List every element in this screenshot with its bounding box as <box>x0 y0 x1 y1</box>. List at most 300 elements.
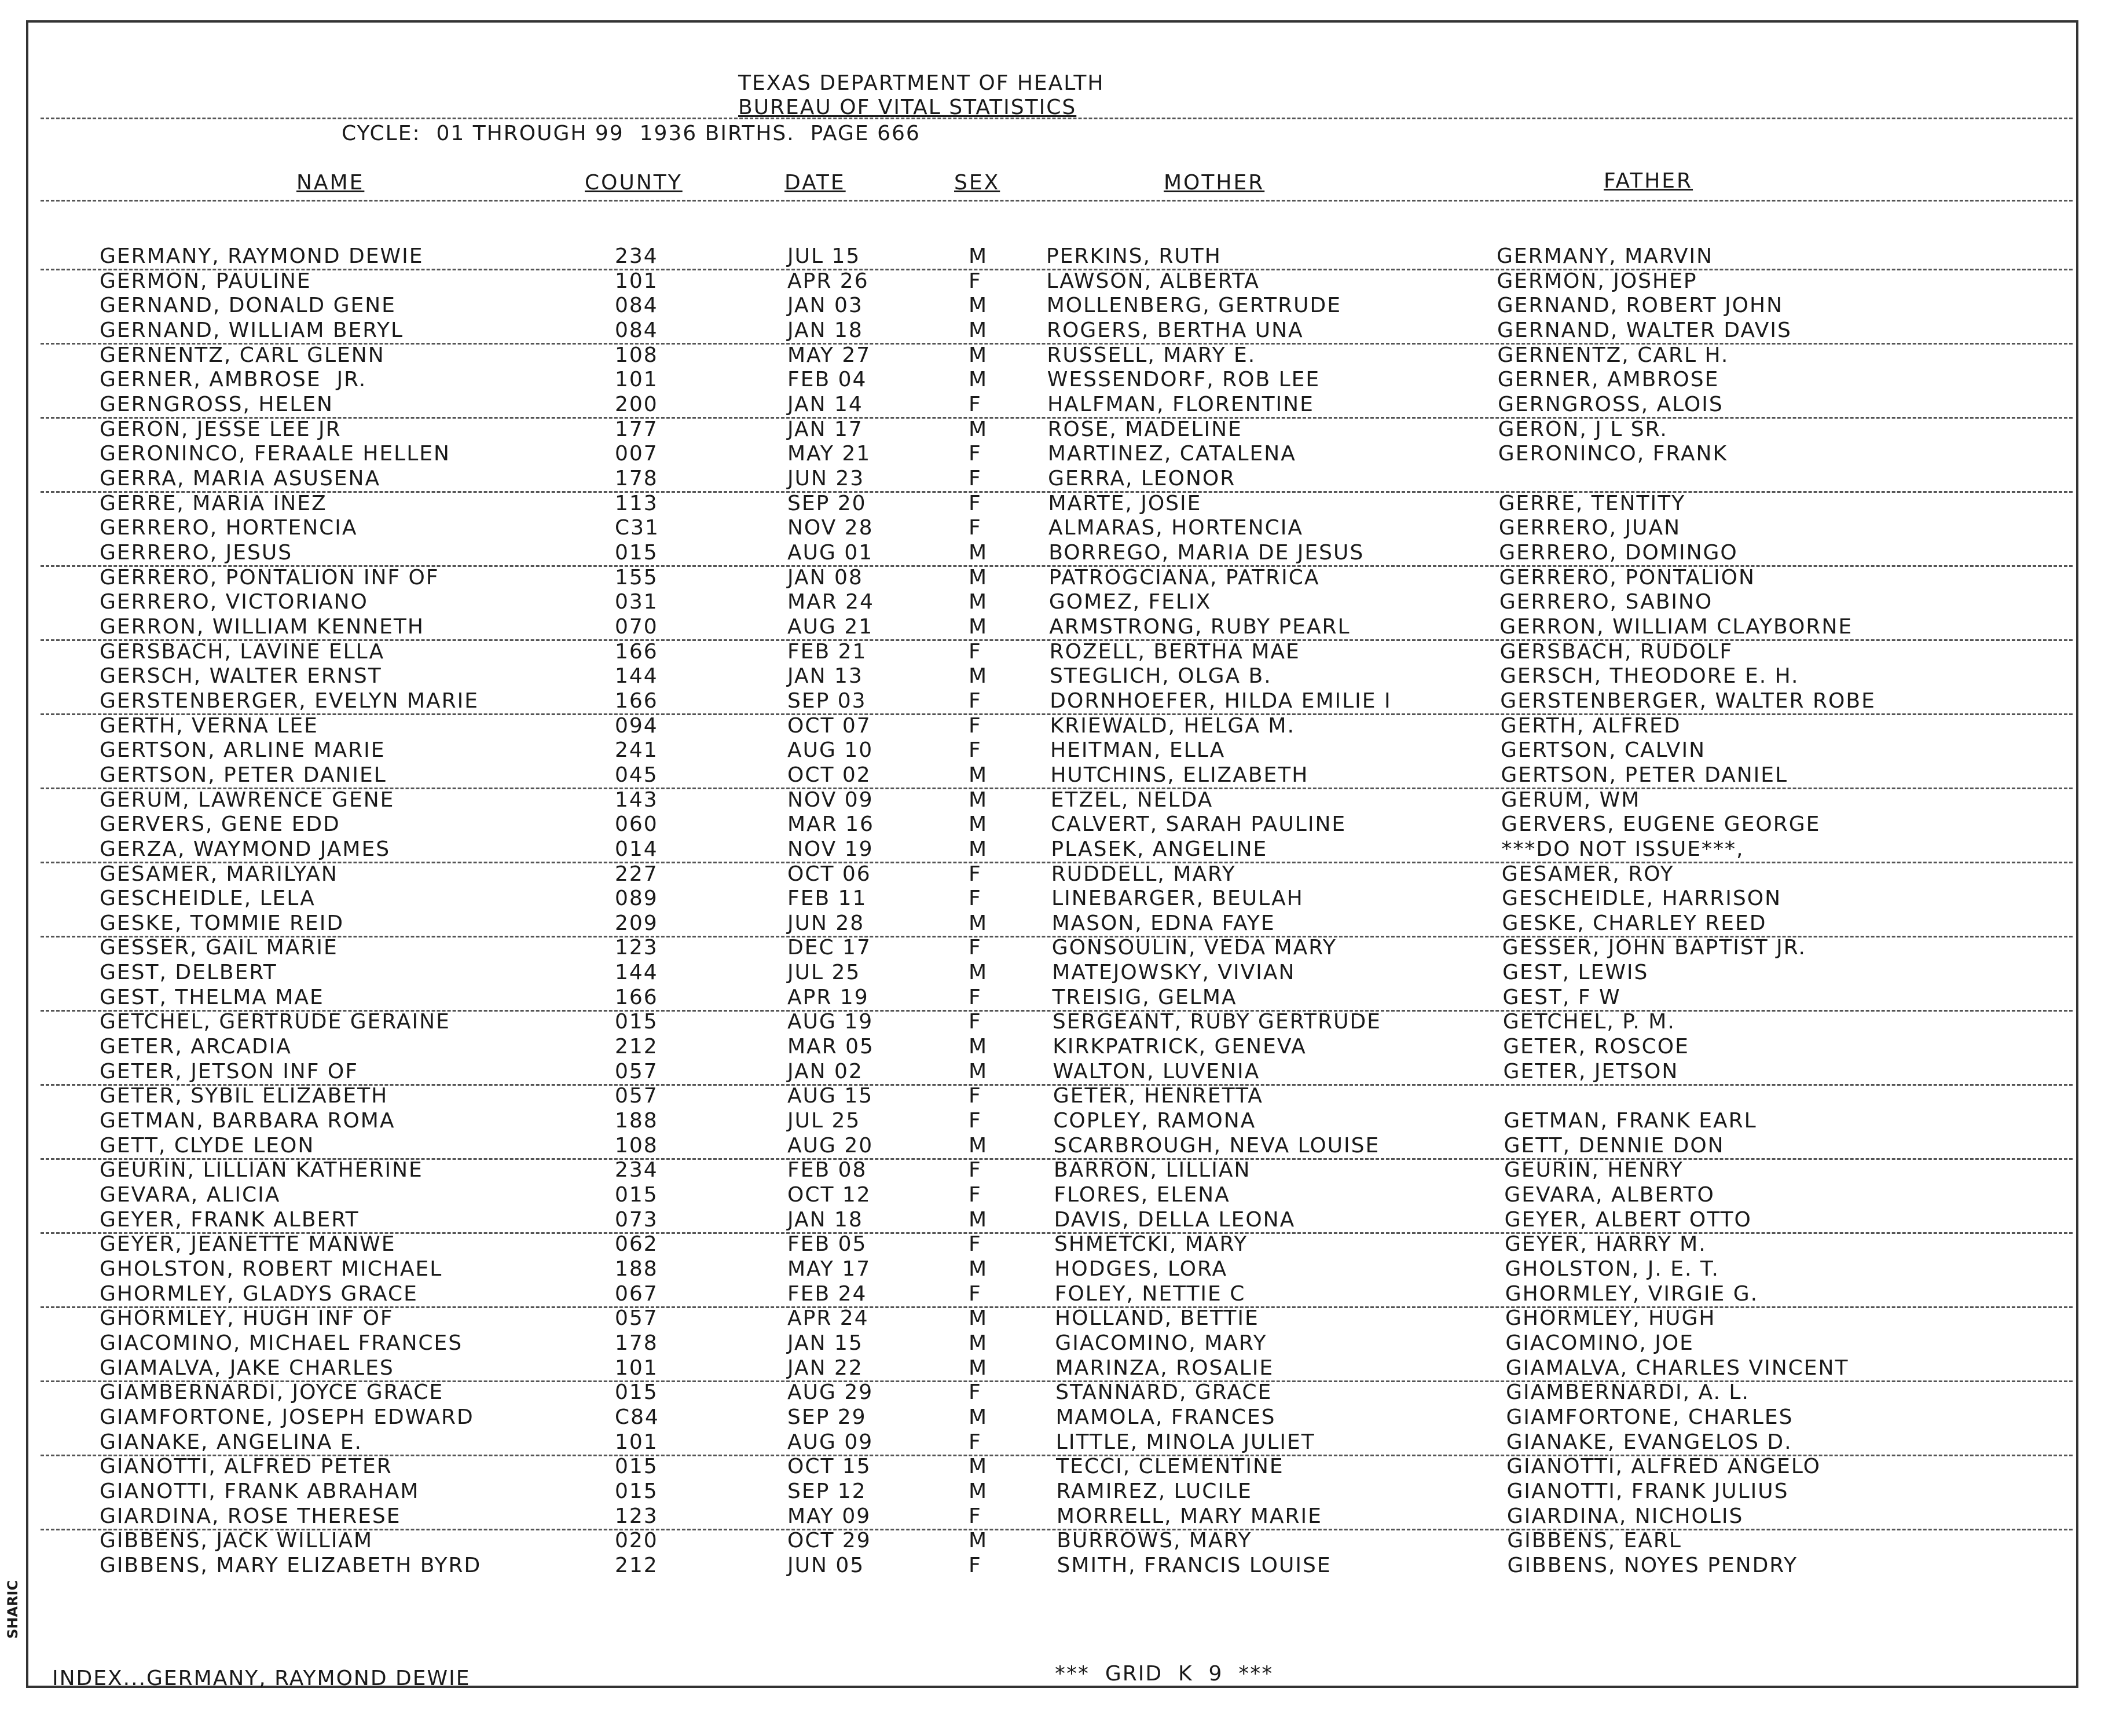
cell-name: GETER, SYBIL ELIZABETH <box>100 1084 388 1108</box>
cell-sex: M <box>969 911 988 935</box>
cell-county: 123 <box>615 1504 658 1528</box>
cell-mother: GERRA, LEONOR <box>1048 466 1236 490</box>
cell-date: AUG 29 <box>787 1380 874 1405</box>
cell-county: 007 <box>615 442 658 466</box>
cell-date: MAR 05 <box>787 1035 874 1059</box>
cell-county: C84 <box>615 1405 659 1430</box>
cell-mother: LITTLE, MINOLA JULIET <box>1055 1430 1315 1454</box>
cell-father: GERSCH, THEODORE E. H. <box>1499 664 1799 688</box>
cell-sex: M <box>969 1306 988 1331</box>
cell-county: 070 <box>615 614 658 639</box>
cell-father: GETER, ROSCOE <box>1503 1035 1689 1059</box>
cell-sex: F <box>969 466 982 490</box>
cell-date: FEB 05 <box>787 1232 867 1257</box>
cell-county: 020 <box>615 1529 658 1553</box>
cell-sex: F <box>969 1504 982 1528</box>
cell-sex: M <box>969 1331 988 1356</box>
cell-county: 200 <box>615 392 658 416</box>
cell-sex: F <box>969 887 982 911</box>
cell-name: GERUM, LAWRENCE GENE <box>100 788 395 812</box>
cell-father: GERRERO, JUAN <box>1498 516 1681 540</box>
cell-date: OCT 15 <box>787 1455 871 1479</box>
cell-sex: M <box>969 368 988 392</box>
cell-mother: MAMOLA, FRANCES <box>1055 1405 1276 1430</box>
cell-name: GHORMLEY, GLADYS GRACE <box>100 1281 418 1306</box>
cell-county: 101 <box>615 368 658 392</box>
cell-mother: BARRON, LILLIAN <box>1053 1158 1251 1182</box>
cell-mother: ROZELL, BERTHA MAE <box>1049 639 1300 664</box>
cell-mother: DAVIS, DELLA LEONA <box>1054 1207 1296 1232</box>
cell-mother: WESSENDORF, ROB LEE <box>1047 368 1321 392</box>
cell-mother: WALTON, LUVENIA <box>1053 1059 1260 1083</box>
cell-county: 227 <box>615 862 658 886</box>
cell-mother: SERGEANT, RUBY GERTRUDE <box>1052 1010 1381 1034</box>
footer-index: INDEX...GERMANY, RAYMOND DEWIE <box>52 1667 471 1690</box>
cell-date: FEB 08 <box>787 1158 867 1182</box>
cell-sex: F <box>969 1010 982 1034</box>
cell-county: 178 <box>615 466 658 490</box>
cell-date: FEB 04 <box>787 368 867 392</box>
cell-father: GERRERO, SABINO <box>1499 590 1713 614</box>
cell-name: GERRERO, HORTENCIA <box>100 516 358 540</box>
cell-county: 123 <box>615 936 658 960</box>
cell-sex: M <box>969 763 988 787</box>
cell-sex: M <box>969 294 988 318</box>
cell-date: MAR 24 <box>787 590 874 614</box>
cell-father: GEYER, ALBERT OTTO <box>1504 1207 1752 1232</box>
cell-date: SEP 03 <box>787 688 867 713</box>
cell-county: 101 <box>615 1430 658 1454</box>
cell-date: FEB 21 <box>787 639 867 664</box>
cell-date: JAN 14 <box>787 392 863 416</box>
cell-name: GERNGROSS, HELEN <box>100 392 333 416</box>
cell-mother: GETER, HENRETTA <box>1053 1084 1263 1108</box>
cell-sex: M <box>969 1356 988 1380</box>
cell-sex: M <box>969 590 988 614</box>
cell-name: GERTH, VERNA LEE <box>100 713 318 738</box>
cell-sex: M <box>969 343 988 367</box>
cell-father: GHOLSTON, J. E. T. <box>1505 1257 1719 1281</box>
cell-date: JAN 18 <box>787 318 863 342</box>
cell-date: JUN 23 <box>787 466 865 490</box>
cell-date: JUN 28 <box>787 911 865 935</box>
cell-mother: HOLLAND, BETTIE <box>1055 1306 1259 1331</box>
cell-date: OCT 29 <box>787 1529 871 1553</box>
header-cycle: CYCLE: 01 THROUGH 99 1936 BIRTHS. PAGE 666 <box>342 122 921 145</box>
cell-county: 014 <box>615 837 658 861</box>
cell-father: GESSER, JOHN BAPTIST JR. <box>1502 936 1806 960</box>
cell-name: GIAMFORTONE, JOSEPH EDWARD <box>100 1405 474 1430</box>
cell-mother: HALFMAN, FLORENTINE <box>1047 392 1314 416</box>
cell-sex: F <box>969 985 982 1009</box>
cell-mother: FOLEY, NETTIE C <box>1054 1281 1246 1306</box>
cell-sex: M <box>969 788 988 812</box>
col-header-sex: SEX <box>954 171 1000 195</box>
cell-father: GERNGROSS, ALOIS <box>1498 392 1724 416</box>
cell-county: 113 <box>615 491 658 515</box>
cell-county: 155 <box>615 565 658 589</box>
cell-name: GETMAN, BARBARA ROMA <box>100 1109 395 1133</box>
cell-father: GETCHEL, P. M. <box>1502 1010 1675 1034</box>
cell-county: 144 <box>615 664 658 688</box>
cell-sex: F <box>969 738 982 763</box>
cell-sex: M <box>969 1207 988 1232</box>
cell-sex: M <box>969 1479 988 1503</box>
cell-father: GESAMER, ROY <box>1501 862 1674 886</box>
cell-county: 073 <box>615 1207 658 1232</box>
cell-county: 108 <box>615 1133 658 1158</box>
cell-sex: M <box>969 614 988 639</box>
cell-name: GERRA, MARIA ASUSENA <box>100 466 381 490</box>
cell-father: GERSTENBERGER, WALTER ROBE <box>1500 688 1876 713</box>
cell-name: GIANAKE, ANGELINA E. <box>100 1430 362 1454</box>
cell-date: MAY 27 <box>787 343 871 367</box>
cell-county: 143 <box>615 788 658 812</box>
cell-county: 166 <box>615 688 658 713</box>
cell-mother: GOMEZ, FELIX <box>1048 590 1212 614</box>
cell-county: 057 <box>615 1084 658 1108</box>
cell-county: C31 <box>615 516 659 540</box>
cell-mother: MATEJOWSKY, VIVIAN <box>1052 961 1296 985</box>
cell-name: GESAMER, MARILYAN <box>100 862 338 886</box>
cell-father: GERVERS, EUGENE GEORGE <box>1501 812 1821 837</box>
cell-mother: MARTINEZ, CATALENA <box>1047 442 1296 466</box>
cell-date: JAN 08 <box>787 565 863 589</box>
cell-sex: F <box>969 442 982 466</box>
cell-sex: F <box>969 936 982 960</box>
header-rule <box>41 118 2073 119</box>
cell-father: GERON, J L SR. <box>1498 417 1668 441</box>
cell-date: NOV 28 <box>787 516 874 540</box>
cell-date: MAR 16 <box>787 812 874 837</box>
cell-sex: M <box>969 565 988 589</box>
cell-sex: M <box>969 837 988 861</box>
cell-sex: F <box>969 516 982 540</box>
cell-date: AUG 20 <box>787 1133 874 1158</box>
cell-county: 067 <box>615 1281 658 1306</box>
cell-father: GERONINCO, FRANK <box>1498 442 1728 466</box>
cell-mother: SHMETCKI, MARY <box>1054 1232 1248 1257</box>
cell-date: APR 24 <box>787 1306 869 1331</box>
cell-date: MAY 17 <box>787 1257 871 1281</box>
cell-date: APR 26 <box>787 269 869 293</box>
cell-mother: HODGES, LORA <box>1054 1257 1228 1281</box>
cell-name: GIARDINA, ROSE THERESE <box>100 1504 401 1528</box>
cell-name: GERMON, PAULINE <box>100 269 311 293</box>
cell-sex: F <box>969 491 982 515</box>
cell-name: GEURIN, LILLIAN KATHERINE <box>100 1158 423 1182</box>
cell-mother: PATROGCIANA, PATRICA <box>1048 565 1320 589</box>
header-bureau: BUREAU OF VITAL STATISTICS <box>738 96 1077 119</box>
cell-date: MAY 09 <box>787 1504 871 1528</box>
cell-mother: HEITMAN, ELLA <box>1050 738 1226 763</box>
cell-mother: ARMSTRONG, RUBY PEARL <box>1049 614 1351 639</box>
cell-name: GERRE, MARIA INEZ <box>100 491 327 515</box>
cell-county: 084 <box>615 294 658 318</box>
cell-name: GERSCH, WALTER ERNST <box>100 664 382 688</box>
cell-name: GETT, CLYDE LEON <box>100 1133 315 1158</box>
cell-father: GIBBENS, NOYES PENDRY <box>1507 1553 1798 1577</box>
cell-date: AUG 21 <box>787 614 874 639</box>
cell-father: GIAMFORTONE, CHARLES <box>1506 1405 1794 1430</box>
cell-sex: F <box>969 639 982 664</box>
cell-county: 101 <box>615 269 658 293</box>
cell-mother: MOLLENBERG, GERTRUDE <box>1046 294 1341 318</box>
cell-county: 057 <box>615 1306 658 1331</box>
cell-name: GESSER, GAIL MARIE <box>100 936 338 960</box>
cell-county: 188 <box>615 1109 658 1133</box>
cell-date: JAN 03 <box>787 294 863 318</box>
cell-sex: M <box>969 1059 988 1083</box>
cell-county: 212 <box>615 1553 658 1577</box>
cell-sex: F <box>969 269 982 293</box>
cell-county: 045 <box>615 763 658 787</box>
cell-name: GERRERO, JESUS <box>100 540 293 565</box>
cell-county: 108 <box>615 343 658 367</box>
col-header-name: NAME <box>296 171 365 195</box>
cell-sex: F <box>969 1380 982 1405</box>
cell-sex: F <box>969 713 982 738</box>
cell-date: APR 19 <box>787 985 869 1009</box>
cell-father: GERNENTZ, CARL H. <box>1497 343 1729 367</box>
cell-sex: F <box>969 1084 982 1108</box>
cell-county: 166 <box>615 639 658 664</box>
cell-mother: RAMIREZ, LUCILE <box>1056 1479 1252 1503</box>
cell-sex: M <box>969 961 988 985</box>
col-header-date: DATE <box>784 171 846 195</box>
cell-mother: KRIEWALD, HELGA M. <box>1050 713 1295 738</box>
cell-mother: PERKINS, RUTH <box>1046 244 1222 268</box>
cell-name: GERNER, AMBROSE JR. <box>100 368 367 392</box>
cell-mother: RUDDELL, MARY <box>1051 862 1236 886</box>
cell-date: SEP 12 <box>787 1479 867 1503</box>
cell-mother: TREISIG, GELMA <box>1052 985 1237 1009</box>
footer-grid: *** GRID K 9 *** <box>1055 1662 1274 1686</box>
column-header-rule <box>41 200 2073 202</box>
cell-father: GERNAND, ROBERT JOHN <box>1497 294 1784 318</box>
cell-sex: M <box>969 1257 988 1281</box>
cell-father: GERRERO, DOMINGO <box>1499 540 1738 565</box>
cell-mother: STEGLICH, OLGA B. <box>1049 664 1272 688</box>
cell-father: GESCHEIDLE, HARRISON <box>1502 887 1782 911</box>
cell-mother: HUTCHINS, ELIZABETH <box>1050 763 1309 787</box>
cell-mother: ALMARAS, HORTENCIA <box>1048 516 1303 540</box>
cell-sex: M <box>969 318 988 342</box>
cell-date: OCT 06 <box>787 862 871 886</box>
cell-mother: GIACOMINO, MARY <box>1055 1331 1267 1356</box>
cell-date: JUL 25 <box>787 1109 861 1133</box>
cell-date: DEC 17 <box>787 936 871 960</box>
cell-mother: STANNARD, GRACE <box>1055 1380 1273 1405</box>
cell-county: 060 <box>615 812 658 837</box>
cell-date: FEB 11 <box>787 887 867 911</box>
cell-father: GERNAND, WALTER DAVIS <box>1497 318 1792 342</box>
cell-father: GIBBENS, EARL <box>1507 1529 1682 1553</box>
cell-sex: M <box>969 664 988 688</box>
cell-mother: SCARBROUGH, NEVA LOUISE <box>1053 1133 1380 1158</box>
cell-father: GEST, LEWIS <box>1502 961 1649 985</box>
cell-date: OCT 12 <box>787 1183 871 1207</box>
cell-father: GERRERO, PONTALION <box>1499 565 1755 589</box>
cell-father: GIACOMINO, JOE <box>1505 1331 1694 1356</box>
cell-county: 015 <box>615 1380 658 1405</box>
cell-name: GERTSON, ARLINE MARIE <box>100 738 386 763</box>
cell-father: GETMAN, FRANK EARL <box>1504 1109 1757 1133</box>
cell-mother: GONSOULIN, VEDA MARY <box>1051 936 1337 960</box>
cell-county: 015 <box>615 1183 658 1207</box>
cell-mother: CALVERT, SARAH PAULINE <box>1051 812 1347 837</box>
cell-sex: M <box>969 1455 988 1479</box>
cell-father: GEVARA, ALBERTO <box>1504 1183 1715 1207</box>
cell-name: GIBBENS, MARY ELIZABETH BYRD <box>100 1553 482 1577</box>
cell-name: GESKE, TOMMIE REID <box>100 911 344 935</box>
cell-mother: MARINZA, ROSALIE <box>1055 1356 1274 1380</box>
cell-date: OCT 02 <box>787 763 871 787</box>
cell-date: AUG 01 <box>787 540 874 565</box>
cell-father: GIAMALVA, CHARLES VINCENT <box>1505 1356 1849 1380</box>
cell-name: GEST, DELBERT <box>100 961 277 985</box>
cell-county: 089 <box>615 887 658 911</box>
cell-father: GERUM, WM <box>1501 788 1641 812</box>
cell-father: GIANOTTI, FRANK JULIUS <box>1506 1479 1789 1503</box>
cell-name: GIAMBERNARDI, JOYCE GRACE <box>100 1380 444 1405</box>
cell-name: GETER, JETSON INF OF <box>100 1059 358 1083</box>
cell-sex: M <box>969 1405 988 1430</box>
cell-date: AUG 15 <box>787 1084 874 1108</box>
cell-date: AUG 19 <box>787 1010 874 1034</box>
margin-stamp: SHARIC <box>5 1580 21 1639</box>
cell-sex: F <box>969 862 982 886</box>
cell-mother: BORREGO, MARIA DE JESUS <box>1048 540 1365 565</box>
cell-mother: MORRELL, MARY MARIE <box>1056 1504 1322 1528</box>
cell-father: GETER, JETSON <box>1503 1059 1679 1083</box>
cell-mother: TECCI, CLEMENTINE <box>1056 1455 1284 1479</box>
cell-name: GIAMALVA, JAKE CHARLES <box>100 1356 394 1380</box>
cell-name: GEYER, FRANK ALBERT <box>100 1207 360 1232</box>
col-header-mother: MOTHER <box>1164 171 1265 195</box>
cell-sex: F <box>969 1183 982 1207</box>
cell-mother: SMITH, FRANCIS LOUISE <box>1057 1553 1332 1577</box>
cell-name: GIBBENS, JACK WILLIAM <box>100 1529 373 1553</box>
cell-county: 015 <box>615 1455 658 1479</box>
cell-county: 144 <box>615 961 658 985</box>
cell-date: JAN 02 <box>787 1059 863 1083</box>
cell-name: GERVERS, GENE EDD <box>100 812 340 837</box>
cell-name: GEYER, JEANETTE MANWE <box>100 1232 396 1257</box>
cell-name: GEVARA, ALICIA <box>100 1183 281 1207</box>
cell-name: GHOLSTON, ROBERT MICHAEL <box>100 1257 443 1281</box>
cell-father: GIARDINA, NICHOLIS <box>1506 1504 1744 1528</box>
cell-father: GESKE, CHARLEY REED <box>1502 911 1767 935</box>
cell-date: SEP 29 <box>787 1405 867 1430</box>
cell-sex: F <box>969 1158 982 1182</box>
cell-date: JAN 15 <box>787 1331 863 1356</box>
cell-father: GEURIN, HENRY <box>1504 1158 1684 1182</box>
cell-mother: RUSSELL, MARY E. <box>1047 343 1256 367</box>
cell-county: 234 <box>615 244 658 268</box>
cell-date: JAN 13 <box>787 664 863 688</box>
cell-name: GERMANY, RAYMOND DEWIE <box>100 244 424 268</box>
cell-name: GETCHEL, GERTRUDE GERAINE <box>100 1010 450 1034</box>
cell-sex: F <box>969 1553 982 1577</box>
cell-name: GERSTENBERGER, EVELYN MARIE <box>100 688 479 713</box>
cell-date: JAN 18 <box>787 1207 863 1232</box>
cell-date: JUL 15 <box>787 244 861 268</box>
cell-sex: F <box>969 1232 982 1257</box>
cell-mother: BURROWS, MARY <box>1057 1529 1252 1553</box>
cell-county: 241 <box>615 738 658 763</box>
col-header-county: COUNTY <box>585 171 683 195</box>
cell-county: 177 <box>615 417 658 441</box>
cell-county: 084 <box>615 318 658 342</box>
cell-sex: M <box>969 1035 988 1059</box>
cell-county: 188 <box>615 1257 658 1281</box>
cell-date: NOV 09 <box>787 788 874 812</box>
cell-father: GERSBACH, RUDOLF <box>1499 639 1733 664</box>
cell-sex: F <box>969 392 982 416</box>
cell-sex: M <box>969 1133 988 1158</box>
cell-name: GERRON, WILLIAM KENNETH <box>100 614 424 639</box>
header-agency: TEXAS DEPARTMENT OF HEALTH <box>738 71 1105 95</box>
cell-mother: KIRKPATRICK, GENEVA <box>1053 1035 1307 1059</box>
cell-county: 062 <box>615 1232 658 1257</box>
cell-mother: DORNHOEFER, HILDA EMILIE I <box>1050 688 1392 713</box>
col-header-father: FATHER <box>1604 169 1693 193</box>
cell-father: ***DO NOT ISSUE***, <box>1501 837 1744 861</box>
cell-date: NOV 19 <box>787 837 874 861</box>
cell-sex: M <box>969 244 988 268</box>
cell-name: GERNAND, WILLIAM BERYL <box>100 318 404 342</box>
cell-mother: LINEBARGER, BEULAH <box>1051 887 1304 911</box>
cell-county: 015 <box>615 540 658 565</box>
cell-sex: M <box>969 417 988 441</box>
cell-father: GIANOTTI, ALFRED ANGELO <box>1506 1455 1821 1479</box>
cell-father: GERRON, WILLIAM CLAYBORNE <box>1499 614 1853 639</box>
cell-date: OCT 07 <box>787 713 871 738</box>
cell-county: 166 <box>615 985 658 1009</box>
cell-date: JAN 22 <box>787 1356 863 1380</box>
cell-mother: ROSE, MADELINE <box>1047 417 1242 441</box>
cell-date: AUG 10 <box>787 738 874 763</box>
cell-mother: LAWSON, ALBERTA <box>1046 269 1260 293</box>
cell-mother: ETZEL, NELDA <box>1050 788 1213 812</box>
cell-father: GEST, F W <box>1502 985 1621 1009</box>
cell-father: GERNER, AMBROSE <box>1497 368 1719 392</box>
cell-name: GERSBACH, LAVINE ELLA <box>100 639 385 664</box>
cell-name: GERNAND, DONALD GENE <box>100 294 396 318</box>
cell-name: GETER, ARCADIA <box>100 1035 292 1059</box>
cell-sex: F <box>969 688 982 713</box>
cell-father: GHORMLEY, HUGH <box>1505 1306 1716 1331</box>
cell-sex: M <box>969 812 988 837</box>
cell-name: GIACOMINO, MICHAEL FRANCES <box>100 1331 463 1356</box>
cell-date: JUN 05 <box>787 1553 865 1577</box>
cell-county: 101 <box>615 1356 658 1380</box>
cell-county: 212 <box>615 1035 658 1059</box>
cell-mother: COPLEY, RAMONA <box>1053 1109 1256 1133</box>
cell-name: GESCHEIDLE, LELA <box>100 887 316 911</box>
cell-father: GETT, DENNIE DON <box>1504 1133 1725 1158</box>
cell-county: 031 <box>615 590 658 614</box>
cell-name: GERONINCO, FERAALE HELLEN <box>100 442 450 466</box>
cell-father: GERTH, ALFRED <box>1500 713 1681 738</box>
cell-father: GERMANY, MARVIN <box>1497 244 1714 268</box>
cell-sex: F <box>969 1281 982 1306</box>
cell-county: 057 <box>615 1059 658 1083</box>
cell-sex: M <box>969 540 988 565</box>
cell-county: 094 <box>615 713 658 738</box>
cell-sex: F <box>969 1109 982 1133</box>
